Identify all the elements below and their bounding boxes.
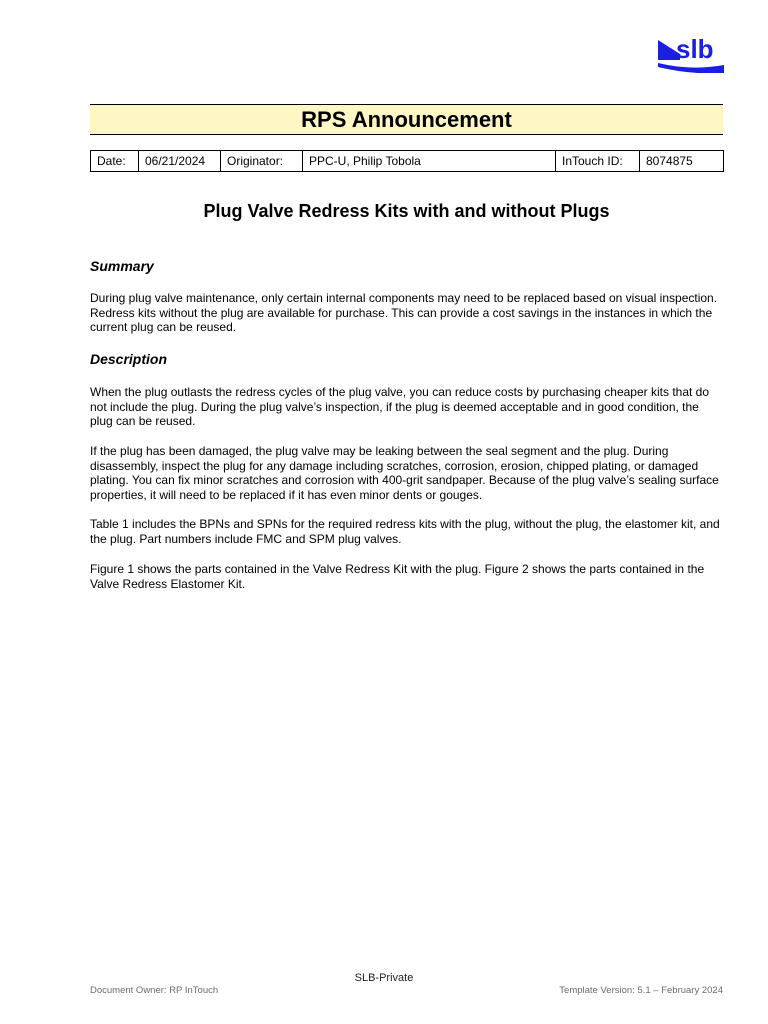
footer-owner: Document Owner: RP InTouch — [90, 985, 219, 996]
summary-paragraph: During plug valve maintenance, only certain internal components may need to be replaced based on visual inspection. Redress kits without the plug are available for purchase. This can provide a cost savings in the instances in which the current plug can be reused. — [90, 291, 718, 335]
originator-label: Originator: — [221, 151, 303, 172]
originator-value: PPC-U, Philip Tobola — [303, 151, 556, 172]
date-label: Date: — [91, 151, 139, 172]
description-paragraph: Table 1 includes the BPNs and SPNs for the required redress kits with the plug, without the plug, the elastomer kit, and the plug. Part numbers include FMC and SPM plug valves. — [90, 517, 720, 546]
announcement-banner — [90, 104, 723, 135]
document-title: Plug Valve Redress Kits with and without Plugs — [203, 201, 610, 221]
summary-heading: Summary — [90, 258, 154, 274]
logo-text: slb — [676, 35, 714, 64]
intouch-id-value: 8074875 — [640, 151, 724, 172]
banner-title: RPS Announcement — [301, 107, 512, 132]
date-value: 06/21/2024 — [139, 151, 221, 172]
intouch-id-label: InTouch ID: — [556, 151, 640, 172]
metadata-table — [90, 150, 724, 172]
classification-label: SLB-Private — [354, 972, 414, 984]
footer-template-version: Template Version: 5.1 – February 2024 — [559, 985, 723, 996]
description-heading: Description — [90, 351, 168, 367]
slb-logo — [658, 35, 724, 73]
description-paragraph: Figure 1 shows the parts contained in the Valve Redress Kit with the plug. Figure 2 shows the parts contained in the Valve Redress Elastomer Kit. — [90, 562, 705, 591]
description-paragraph: When the plug outlasts the redress cycles of the plug valve, you can reduce costs by purchasing cheaper kits that do not include the plug. During the plug valve’s inspection, if the plug is deemed acceptable and in good condition, the plug can be reused. — [90, 385, 710, 429]
description-paragraph: If the plug has been damaged, the plug valve may be leaking between the seal segment and the plug. During disassembly, inspect the plug for any damage including scratches, corrosion, erosion, chipped plating, or damaged plating. You can fix minor scratches and corrosion with 400-grit sandpaper. Because of the plug valve’s sealing surface properties, it will need to be replaced if it has even minor dents or gouges. — [90, 444, 719, 502]
